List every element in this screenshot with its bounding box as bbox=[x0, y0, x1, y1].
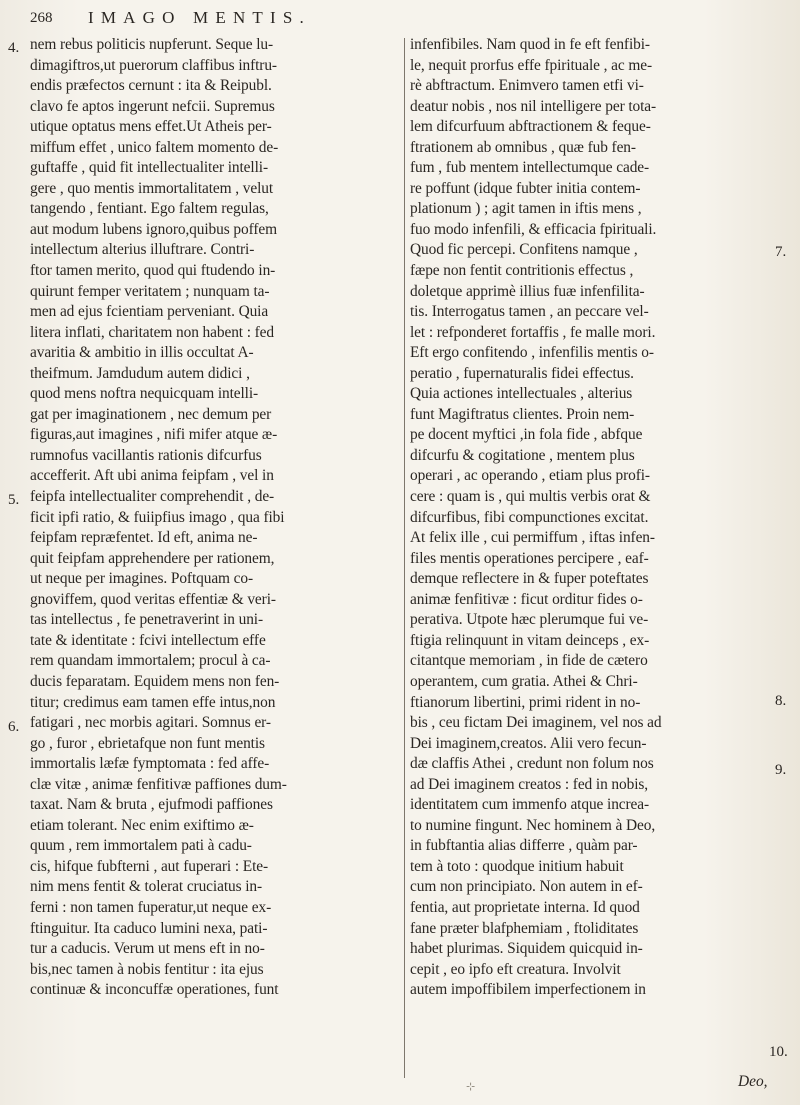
left-column-line: gat per imaginationem , nec demum per bbox=[30, 405, 272, 423]
left-column-line: bis,nec tamen à nobis fentitur : ita ejus bbox=[30, 960, 264, 978]
margin-number-7: 7. bbox=[775, 244, 787, 260]
right-text-column bbox=[410, 35, 770, 1001]
left-column-line: men ad ejus fcientiam perveniant. Quia bbox=[30, 303, 269, 321]
left-column-line: ftinguitur. Ita caduco lumini nexa, pati- bbox=[30, 919, 268, 937]
margin-number-4: 4. bbox=[8, 40, 20, 56]
right-column-line: identitatem cum immenfo atque increa- bbox=[410, 796, 650, 814]
right-column-line: pe docent myftici ,in fola fide , abfque bbox=[410, 426, 643, 444]
page-header bbox=[30, 8, 770, 34]
left-column-line: ficit ipfi ratio, & fuiipfius imago , qua fibi bbox=[30, 508, 285, 526]
right-column-line: Eft ergo confitendo , infenfilis mentis o- bbox=[410, 344, 654, 362]
left-column-line: intellectum alterius illuftrare. Contri- bbox=[30, 241, 255, 259]
left-column-line: rem quandam immortalem; procul à ca- bbox=[30, 652, 271, 670]
right-column-line: Quia actiones intellectuales , alterius bbox=[410, 385, 633, 403]
right-column-line: bis , ceu fictam Dei imaginem, vel nos ad bbox=[410, 714, 662, 732]
catchword: Deo, bbox=[738, 1073, 768, 1090]
right-column-line: lem difcurfuum abftractionem & feque- bbox=[410, 118, 651, 136]
left-column-line: nem rebus politicis nupferunt. Seque lu- bbox=[30, 36, 274, 53]
right-column-line: difcurfu & cogitatione , mentem plus bbox=[410, 446, 635, 464]
left-column-line: fatigari , nec morbis agitari. Somnus er- bbox=[30, 714, 271, 732]
right-column-line: re poffunt (idque fubter initia contem- bbox=[410, 179, 641, 197]
left-column-line: litera inflati, charitatem non habent : fed bbox=[30, 323, 274, 341]
right-column-line: fuo modo infenfili, & efficacia fpirituali. bbox=[410, 220, 657, 238]
left-column-line: accefferit. Aft ubi anima feipfam , vel in bbox=[30, 467, 274, 485]
left-column-line: rumnofus vacillantis rationis difcurfus bbox=[30, 446, 262, 464]
left-column-line: go , furor , ebrietafque non funt mentis bbox=[30, 734, 265, 752]
left-column-line: clæ vitæ , animæ fenfitivæ paffiones dum- bbox=[30, 775, 287, 793]
right-column-line: fæpe non fentit contritionis effectus , bbox=[410, 262, 634, 280]
running-title: IMAGO MENTIS. bbox=[88, 8, 311, 27]
right-column-line: fane præter blafphemiam , ftoliditates bbox=[410, 919, 639, 937]
right-column-line: let : refponderet fortaffis , fe malle mori. bbox=[410, 323, 656, 341]
left-column-line: immortalis læfæ fymptomata : fed affe- bbox=[30, 755, 270, 773]
right-column-line: rè abftractum. Enimvero tamen etfi vi- bbox=[410, 77, 644, 95]
right-column-line: perativa. Utpote hæc plerumque fui ve- bbox=[410, 611, 649, 629]
left-column-line: clavo fe aptos ingerunt nefcii. Supremus bbox=[30, 97, 275, 115]
right-column-line: plationum ) ; agit tamen in iftis mens , bbox=[410, 200, 642, 218]
margin-number-8: 8. bbox=[775, 693, 787, 709]
right-column-line: operantem, cum gratia. Athei & Chri- bbox=[410, 672, 638, 690]
left-column-line: quirunt femper veritatem ; nunquam ta- bbox=[30, 282, 270, 300]
right-column-line: le, nequit prorfus effe fpirituale , ac me- bbox=[410, 56, 652, 74]
right-column-line: At felix ille , cui permiffum , iftas infen- bbox=[410, 529, 655, 547]
left-column-line: tas intellectus , fe penetraverint in uni- bbox=[30, 611, 263, 629]
left-column-line: theifmum. Jamdudum autem didici , bbox=[30, 364, 250, 382]
right-column-line: fentia, aut proprietate interna. Id quod bbox=[410, 898, 640, 916]
margin-number-5: 5. bbox=[8, 492, 20, 508]
left-column-line: avaritia & ambitio in illis occultat A- bbox=[30, 344, 254, 362]
left-column-line: quum , rem immortalem pati à cadu- bbox=[30, 837, 252, 855]
right-column-line: doletque apprimè illius fuæ infenfilita- bbox=[410, 282, 645, 300]
left-column-line: tur a caducis. Verum ut mens eft in no- bbox=[30, 940, 265, 958]
right-column-line: funt Magiftratus clientes. Proin nem- bbox=[410, 405, 635, 423]
right-column-line: tis. Interrogatus tamen , an peccare vel- bbox=[410, 303, 649, 321]
right-column-line: ftianorum libertini, primi rident in no- bbox=[410, 693, 641, 711]
left-column-line: utique optatus mens effet.Ut Atheis per- bbox=[30, 118, 272, 136]
left-column-line: guftaffe , quid fit intellectualiter intelli- bbox=[30, 159, 268, 177]
left-column-line: continuæ & inconcuffæ operationes, funt bbox=[30, 981, 279, 999]
right-column-line: autem impoffibilem imperfectionem in bbox=[410, 981, 646, 999]
margin-number-9: 9. bbox=[775, 762, 787, 778]
left-column-line: figuras,aut imagines , nifi mifer atque æ- bbox=[30, 426, 278, 444]
column-divider bbox=[404, 38, 405, 1078]
right-column-line: ftrationem ab omnibus , quæ fub fen- bbox=[410, 138, 636, 156]
right-column-line: cum non principiato. Non autem in ef- bbox=[410, 878, 643, 896]
left-column-line: ut neque per imagines. Poftquam co- bbox=[30, 570, 254, 588]
left-column-line: cis, hifque fubfterni , aut fuperari : Ete- bbox=[30, 857, 269, 875]
right-column-line: ad Dei imaginem creatos : fed in nobis, bbox=[410, 775, 649, 793]
right-column-line: in fubftantia alias differre , quàm par- bbox=[410, 837, 638, 855]
left-column-line: tangendo , fentiant. Ego faltem regulas, bbox=[30, 200, 269, 218]
left-column-line: etiam tolerant. Nec enim exiftimo æ- bbox=[30, 816, 254, 834]
right-column-line: cepit , eo ipfo eft creatura. Involvit bbox=[410, 960, 621, 978]
left-column-line: ftor tamen merito, quod qui ftudendo in- bbox=[30, 262, 276, 280]
left-column-line: tate & identitate : fcivi intellectum effe bbox=[30, 631, 266, 649]
margin-number-6: 6. bbox=[8, 719, 20, 735]
left-column-line: endis præfectos cernunt : ita & Reipubl. bbox=[30, 77, 272, 95]
right-column-line: habet plurimas. Siquidem quicquid in- bbox=[410, 940, 643, 958]
right-column-line: tem à toto : quodque initium habuit bbox=[410, 857, 624, 875]
left-column-line: aut modum lubens ignoro,quibus poffem bbox=[30, 220, 277, 238]
left-column-line: dimagiftros,ut puerorum claffibus inftru- bbox=[30, 56, 277, 74]
right-column-line: dæ claffis Athei , credunt non folum nos bbox=[410, 755, 654, 773]
right-column-line: Quod fic percepi. Confitens namque , bbox=[410, 241, 638, 259]
left-column-line: taxat. Nam & bruta , ejufmodi paffiones bbox=[30, 796, 273, 814]
right-column-line: difcurfibus, fibi compunctiones excitat. bbox=[410, 508, 649, 526]
right-column-line: ftigia relinquunt in vitam deinceps , ex- bbox=[410, 631, 650, 649]
right-column-line: deatur nobis , nos nil intelligere per tota- bbox=[410, 97, 657, 115]
right-column-line: demque reflectere in & fuper poteftates bbox=[410, 570, 649, 588]
right-column-line: operari , ac operando , etiam plus profi- bbox=[410, 467, 650, 485]
right-column-line: animæ fenfitivæ : ficut orditur fides o- bbox=[410, 590, 643, 608]
left-column-line: feipfa intellectualiter comprehendit , de- bbox=[30, 488, 275, 506]
left-column-line: ducis feparatam. Equidem mens non fen- bbox=[30, 672, 280, 690]
left-column-line: titur; credimus eam tamen effe intus,non bbox=[30, 693, 276, 711]
left-column-line: ferni : non tamen fuperatur,ut neque ex- bbox=[30, 898, 272, 916]
left-column-line: quod mens noftra nequicquam intelli- bbox=[30, 385, 259, 403]
press-mark: ⊹ bbox=[466, 1081, 476, 1093]
right-column-line: citantque memoriam , in fide de cætero bbox=[410, 652, 648, 670]
right-column-line: files mentis operationes percipere , eaf- bbox=[410, 549, 649, 567]
left-column-line: feipfam repræfentet. Id eft, anima ne- bbox=[30, 529, 258, 547]
right-column-line: cere : quam is , qui multis verbis orat & bbox=[410, 488, 651, 506]
left-column-line: miffum effet , unico faltem momento de- bbox=[30, 138, 279, 156]
right-column-line: Dei imaginem,creatos. Alii vero fecun- bbox=[410, 734, 647, 752]
left-column-line: gnoviffem, quod veritas effentiæ & veri- bbox=[30, 590, 276, 608]
right-column-line: to numine fingunt. Nec hominem à Deo, bbox=[410, 816, 656, 834]
margin-number-10: 10. bbox=[769, 1044, 788, 1060]
left-column-line: quit feipfam apprehendere per rationem, bbox=[30, 549, 275, 567]
left-text-column bbox=[30, 35, 402, 1001]
left-column-line: gere , quo mentis immortalitatem , velut bbox=[30, 179, 274, 197]
right-column-line: infenfibiles. Nam quod in fe eft fenfibi- bbox=[410, 36, 650, 53]
page-number: 268 bbox=[30, 10, 53, 26]
right-column-line: fum , fub mentem intellectumque cade- bbox=[410, 159, 650, 177]
left-column-line: nim mens fentit & tolerat cruciatus in- bbox=[30, 878, 263, 896]
right-column-line: peratio , fupernaturalis fidei effectus. bbox=[410, 364, 634, 382]
